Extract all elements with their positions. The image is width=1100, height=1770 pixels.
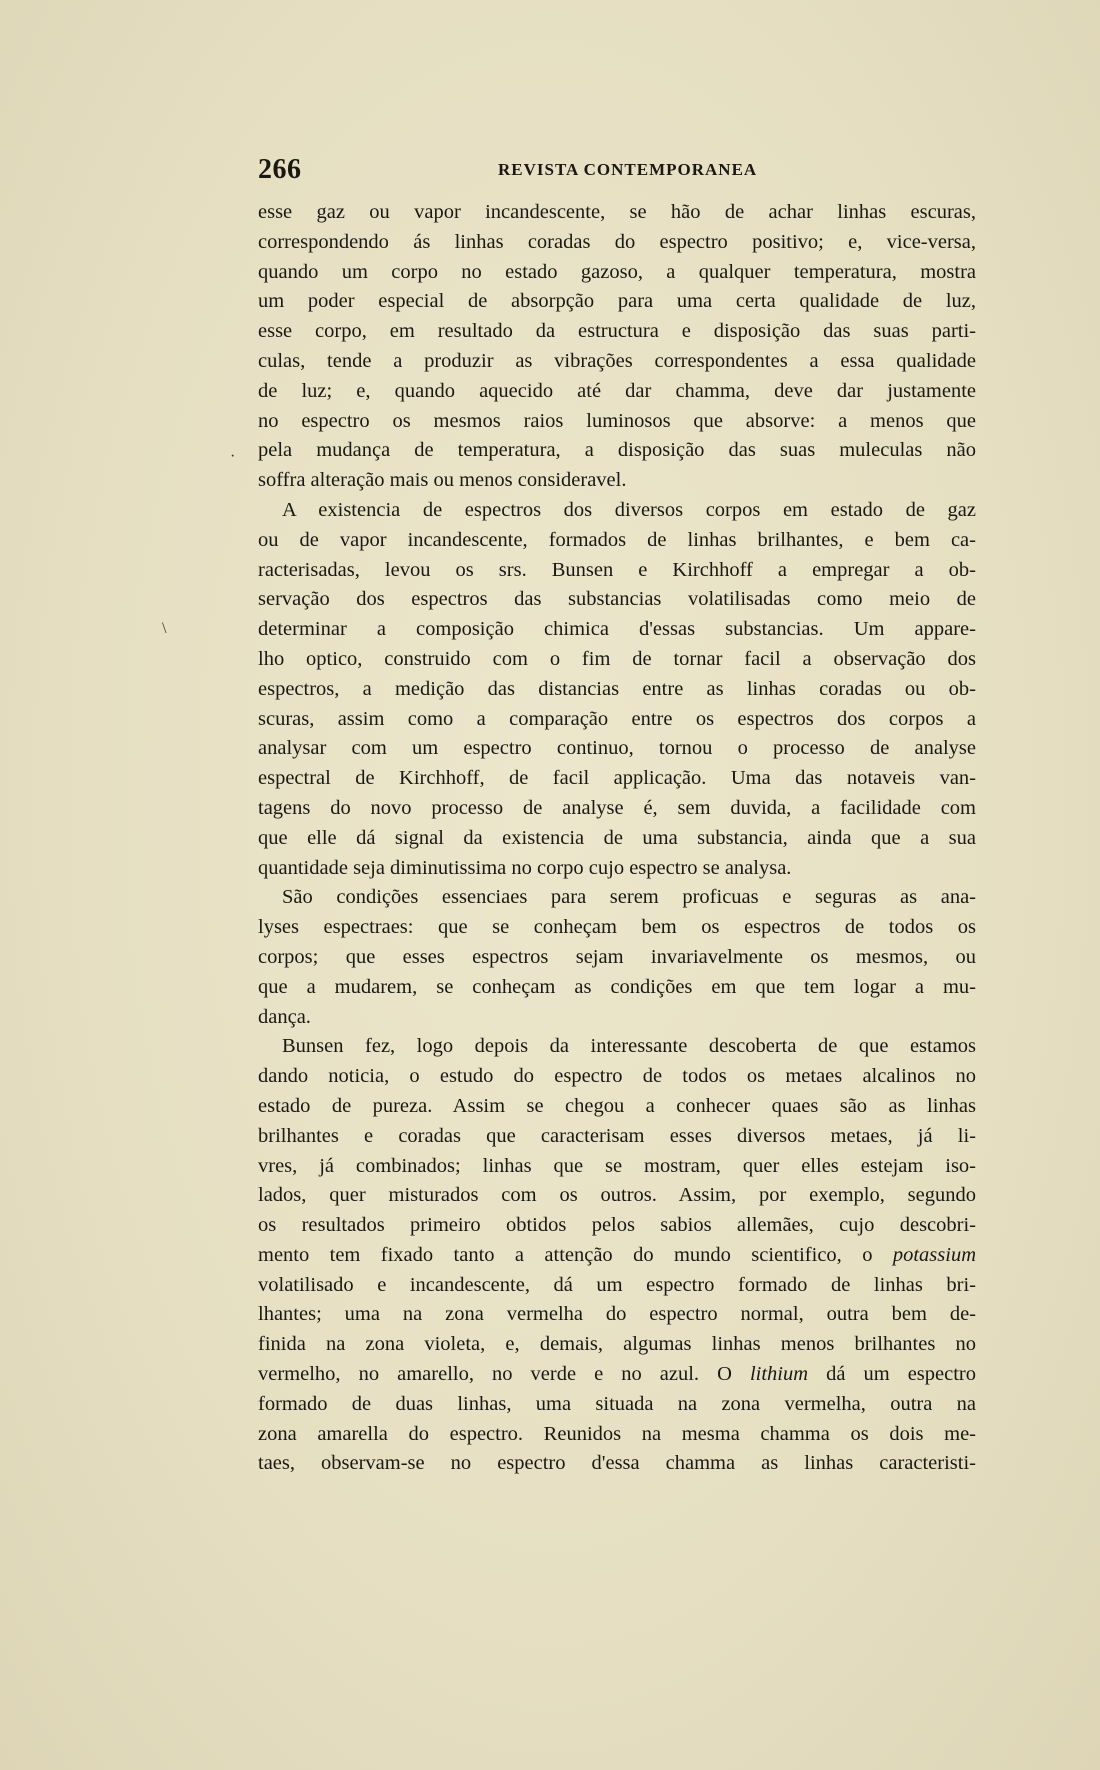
text-line <box>258 1390 976 1420</box>
text-segment: zona amarella do espectro. Reunidos na mesma chamma os dois me- <box>258 1422 976 1445</box>
text-segment: determinar a composição chimica d'essas substancias. Um appare- <box>258 618 976 641</box>
text-segment: que a mudarem, se conheçam as condições em que tem logar a mu- <box>258 975 976 998</box>
text-line <box>258 645 976 675</box>
text-segment: lhantes; uma na zona vermelha do espectro normal, outra bem de- <box>258 1303 976 1326</box>
italic-term: lithium <box>749 1363 809 1386</box>
text-line <box>258 496 976 526</box>
text-line <box>258 1122 976 1152</box>
text-line <box>258 1330 976 1360</box>
text-line <box>258 705 976 735</box>
text-line <box>258 258 976 288</box>
text-segment: soffra alteração mais ou menos consideravel. <box>258 469 627 492</box>
text-line <box>258 764 976 794</box>
text-segment: vres, já combinados; linhas que se mostram, quer elles estejam iso- <box>258 1154 976 1177</box>
text-line <box>258 734 976 764</box>
text-line <box>258 1181 976 1211</box>
text-line <box>258 1300 976 1330</box>
text-line <box>258 1152 976 1182</box>
text-line <box>258 794 976 824</box>
text-segment: de luz; e, quando aquecido até dar chamma, deve dar justamente <box>258 379 976 402</box>
text-line <box>258 407 976 437</box>
italic-term: potassium <box>892 1243 976 1266</box>
text-segment: corpos; que esses espectros sejam invariavelmente os mesmos, ou <box>258 945 976 968</box>
text-segment: esse corpo, em resultado da estructura e disposição das suas parti- <box>258 320 976 343</box>
page-number: 266 <box>258 154 302 185</box>
text-line <box>258 198 976 228</box>
text-segment: vermelho, no amarello, no verde e no azul. O <box>258 1363 750 1386</box>
text-segment: correspondendo ás linhas coradas do espectro positivo; e, vice-versa, <box>258 230 976 253</box>
text-segment: dança. <box>258 1005 311 1028</box>
text-line <box>258 1360 976 1390</box>
text-segment: um poder especial de absorpção para uma certa qualidade de luz, <box>258 290 976 313</box>
text-line <box>258 436 976 466</box>
text-line <box>258 1092 976 1122</box>
text-segment: os resultados primeiro obtidos pelos sabios allemães, cujo descobri- <box>258 1214 976 1237</box>
text-line <box>258 824 976 854</box>
text-line <box>258 1271 976 1301</box>
text-line <box>258 526 976 556</box>
text-segment: formado de duas linhas, uma situada na zona vermelha, outra na <box>258 1392 976 1415</box>
text-line <box>258 1211 976 1241</box>
text-line <box>258 973 976 1003</box>
text-line <box>258 1062 976 1092</box>
page-header <box>258 150 976 190</box>
text-segment: ou de vapor incandescente, formados de linhas brilhantes, e bem ca- <box>258 528 976 551</box>
text-line <box>258 377 976 407</box>
text-segment: estado de pureza. Assim se chegou a conhecer quaes são as linhas <box>258 1094 976 1117</box>
text-line <box>258 1032 976 1062</box>
text-segment: analysar com um espectro continuo, tornou o processo de analyse <box>258 737 976 760</box>
margin-stroke-mark: \ <box>162 620 167 637</box>
text-line <box>258 556 976 586</box>
text-line <box>258 287 976 317</box>
text-line <box>258 615 976 645</box>
text-segment: lho optico, construido com o fim de tornar facil a observação dos <box>258 647 976 670</box>
text-segment: culas, tende a produzir as vibrações correspondentes a essa qualidade <box>258 349 976 372</box>
text-segment: mento tem fixado tanto a attenção do mundo scientifico, o <box>258 1243 893 1266</box>
text-line <box>258 317 976 347</box>
text-line <box>258 466 976 496</box>
text-line <box>258 1420 976 1450</box>
text-line <box>258 228 976 258</box>
text-segment: scuras, assim como a comparação entre os espectros dos corpos a <box>258 707 976 730</box>
text-segment: volatilisado e incandescente, dá um espectro formado de linhas bri- <box>258 1273 976 1296</box>
text-line <box>258 943 976 973</box>
text-line <box>258 347 976 377</box>
text-segment: tagens do novo processo de analyse é, sem duvida, a facilidade com <box>258 796 976 819</box>
text-segment: servação dos espectros das substancias volatilisadas como meio de <box>258 588 976 611</box>
text-segment: dando noticia, o estudo do espectro de todos os metaes alcalinos no <box>258 1065 976 1088</box>
text-segment: que elle dá signal da existencia de uma substancia, ainda que a sua <box>258 826 976 849</box>
body-text <box>258 198 976 1479</box>
text-line <box>258 1449 976 1479</box>
text-segment: racterisadas, levou os srs. Bunsen e Kirchhoff a empregar a ob- <box>258 558 976 581</box>
text-segment: espectros, a medição das distancias entre as linhas coradas ou ob- <box>258 677 976 700</box>
text-segment: taes, observam-se no espectro d'essa chamma as linhas caracteristi- <box>258 1452 976 1475</box>
text-segment: Bunsen fez, logo depois da interessante descoberta de que estamos <box>282 1035 976 1058</box>
text-line <box>258 1003 976 1033</box>
text-line <box>258 883 976 913</box>
text-segment: quando um corpo no estado gazoso, a qualquer temperatura, mostra <box>258 260 976 283</box>
text-line <box>258 585 976 615</box>
text-line <box>258 854 976 884</box>
text-segment: finida na zona violeta, e, demais, algumas linhas menos brilhantes no <box>258 1333 976 1356</box>
text-line <box>258 913 976 943</box>
text-segment: esse gaz ou vapor incandescente, se hão de achar linhas escuras, <box>258 201 976 223</box>
text-line <box>258 675 976 705</box>
text-segment: lyses espectraes: que se conheçam bem os espectros de todos os <box>258 916 976 939</box>
text-segment: pela mudança de temperatura, a disposição das suas muleculas não <box>258 439 976 462</box>
margin-dot-mark: · <box>230 448 236 465</box>
text-segment: brilhantes e coradas que caracterisam esses diversos metaes, já li- <box>258 1124 976 1147</box>
text-segment: A existencia de espectros dos diversos corpos em estado de gaz <box>282 498 976 521</box>
text-segment: espectral de Kirchhoff, de facil applicação. Uma das notaveis van- <box>258 767 976 790</box>
text-segment: quantidade seja diminutissima no corpo cujo espectro se analysa. <box>258 856 792 879</box>
text-segment: lados, quer misturados com os outros. Assim, por exemplo, segundo <box>258 1184 976 1207</box>
text-segment: no espectro os mesmos raios luminosos que absorve: a menos que <box>258 409 976 432</box>
running-title: REVISTA CONTEMPORANEA <box>498 160 758 179</box>
text-segment: dá um espectro <box>808 1363 976 1386</box>
text-segment: São condições essenciaes para serem proficuas e seguras as ana- <box>282 886 976 909</box>
text-line <box>258 1241 976 1271</box>
